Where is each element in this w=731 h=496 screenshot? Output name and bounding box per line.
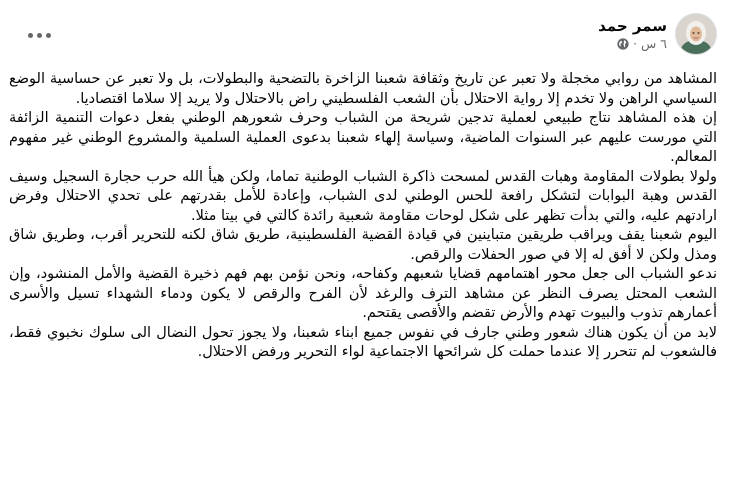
post-time[interactable]: ٦ س — [641, 36, 667, 51]
avatar-image — [676, 14, 716, 54]
post-paragraph: ندعو الشباب الى جعل محور اهتمامهم قضايا شعبهم وكفاحه، ونحن نؤمن بهم فهم ذخيرة القضية والأمل المنشود، وإن الشعب المحتل يصرف النظر عن مشاهد الترف والرغد لأن الفرح والرقص لا يكون ودماء الشهداء تسيل والأسرى أعمارهم تذوب والبيوت تهدم والأرض تقضم والأقصى يقتحم. — [9, 266, 717, 321]
post-paragraph: ولولا بطولات المقاومة وهبات القدس لمسحت ذاكرة الشباب الوطنية تماما، ولكن هيأ الله حرب حجارة السجيل وسيف القدس وهبة البوابات لتشكل رافعة للحس الوطني لدى الشباب، وإعادة للأمل بقدرتهم على تحدي الاحتلال وفرض ارادتهم عليه، والتي بدأت تظهر على شكل لوحات مقاومة شعبية رائدة كالتي في بيتا مثلا. — [9, 168, 717, 224]
globe-icon[interactable] — [617, 38, 629, 50]
meta-separator: · — [633, 36, 638, 51]
author-name[interactable]: سمر حمد — [598, 17, 667, 35]
more-dot — [46, 33, 51, 38]
post-paragraph: المشاهد من روابي مخجلة ولا تعبر عن تاريخ وثقافة شعبنا الزاخرة بالتضحية والبطولات، بل ولا تعبر عن حساسية الوضع السياسي الراهن ولا تخدم إلا رواية الاحتلال بأن الشعب الفلسطيني راض بالاحتلال ولا يريد إلا سلاما اقتصاديا. — [9, 71, 717, 107]
post-paragraph: اليوم شعبنا يقف ويراقب طريقين متباينين في قيادة القضية الفلسطينية، طريق شاق لكنه للتحرير أقرب، وطريق شاق ومذل ولكن لا أفق له إلا في صور الحفلات والرقص. — [9, 227, 717, 263]
post-subline — [598, 36, 667, 52]
avatar[interactable] — [675, 13, 717, 55]
post-paragraph: إن هذه المشاهد نتاج طبيعي لعملية تدجين شريحة من الشباب وحرف شعورهم الوطني بفعل دعوات التنمية الزائفة التي مورست عليهم عبر السنوات الماضية، وسياسة إلهاء شعبنا بدعوى العملية السلمية والمشروع الوطني غير مفهوم المعالم. — [9, 110, 717, 165]
post-body — [9, 70, 717, 363]
post-header — [598, 10, 717, 58]
more-options-icon[interactable] — [22, 18, 56, 52]
post-paragraph: لابد من أن يكون هناك شعور وطني جارف في نفوس جميع ابناء شعبنا، ولا يجوز تحول النضال الى سلوك نخبوي فقط، فالشعوب لم تتحرر إلا عندما حملت كل شرائحها الاجتماعية لواء التحرير ورفض الاحتلال. — [9, 324, 717, 360]
more-dot — [37, 33, 42, 38]
post-meta — [598, 16, 667, 52]
more-dot — [28, 33, 33, 38]
